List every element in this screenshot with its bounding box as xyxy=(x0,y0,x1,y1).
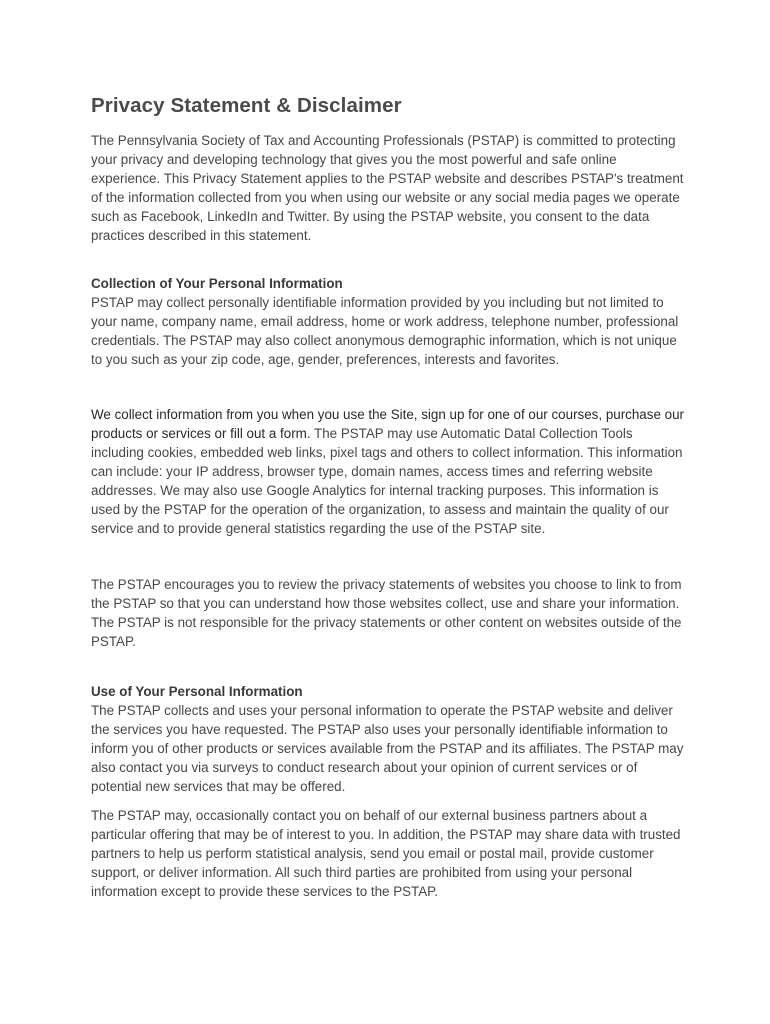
use-heading: Use of Your Personal Information xyxy=(91,684,303,699)
collection-paragraph-2-lead: We collect information from you when you use the Site, sign up for one of our courses, purchase our products or services or fill out a form. xyxy=(91,407,684,441)
collection-paragraph-3: The PSTAP encourages you to review the privacy statements of websites you choose to link to from the PSTAP so that you can understand how those websites collect, use and share your information. The PSTAP is not responsible for the privacy statements or other content on websites outside of the PSTAP. xyxy=(91,577,682,649)
use-paragraph-2: The PSTAP may, occasionally contact you on behalf of our external business partners about a particular offering that may be of interest to you. In addition, the PSTAP may share data with trusted partners to help us perform statistical analysis, send you email or postal mail, provide customer support, or deliver information. All such third parties are prohibited from using your personal information except to provide these services to the PSTAP. xyxy=(91,808,681,899)
use-paragraph-1: The PSTAP collects and uses your personal information to operate the PSTAP website and deliver the services you have requested. The PSTAP also uses your personally identifiable information to inform you of other products or services available from the PSTAP and its affiliates. The PSTAP may also contact you via surveys to conduct research about your opinion of current services or of potential new services that may be offered. xyxy=(91,703,684,794)
collection-paragraph-1: PSTAP may collect personally identifiable information provided by you including but not limited to your name, company name, email address, home or work address, telephone number, professional credentials. The PSTAP may also collect anonymous demographic information, which is not unique to you such as your zip code, age, gender, preferences, interests and favorites. xyxy=(91,295,679,367)
collection-paragraph-2 xyxy=(91,405,686,538)
intro-paragraph: The Pennsylvania Society of Tax and Accounting Professionals (PSTAP) is committed to protecting your privacy and developing technology that gives you the most powerful and safe online experience. This Privacy Statement applies to the PSTAP website and describes PSTAP's treatment of the information collected from you when using our website or any social media pages we operate such as Facebook, LinkedIn and Twitter. By using the PSTAP website, you consent to the data practices described in this statement. xyxy=(91,133,684,243)
collection-heading: Collection of Your Personal Information xyxy=(91,276,343,291)
page-title: Privacy Statement & Disclaimer xyxy=(91,94,402,117)
collection-paragraph-2-rest: The PSTAP may use Automatic Datal Collection Tools including cookies, embedded web links, pixel tags and others to collect information. This information can include: your IP address, browser type, domain names, access times and referring website addresses. We may also use Google Analytics for internal tracking purposes. This information is used by the PSTAP for the operation of the organization, to assess and maintain the quality of our service and to provide general statistics regarding the use of the PSTAP site. xyxy=(91,426,683,536)
